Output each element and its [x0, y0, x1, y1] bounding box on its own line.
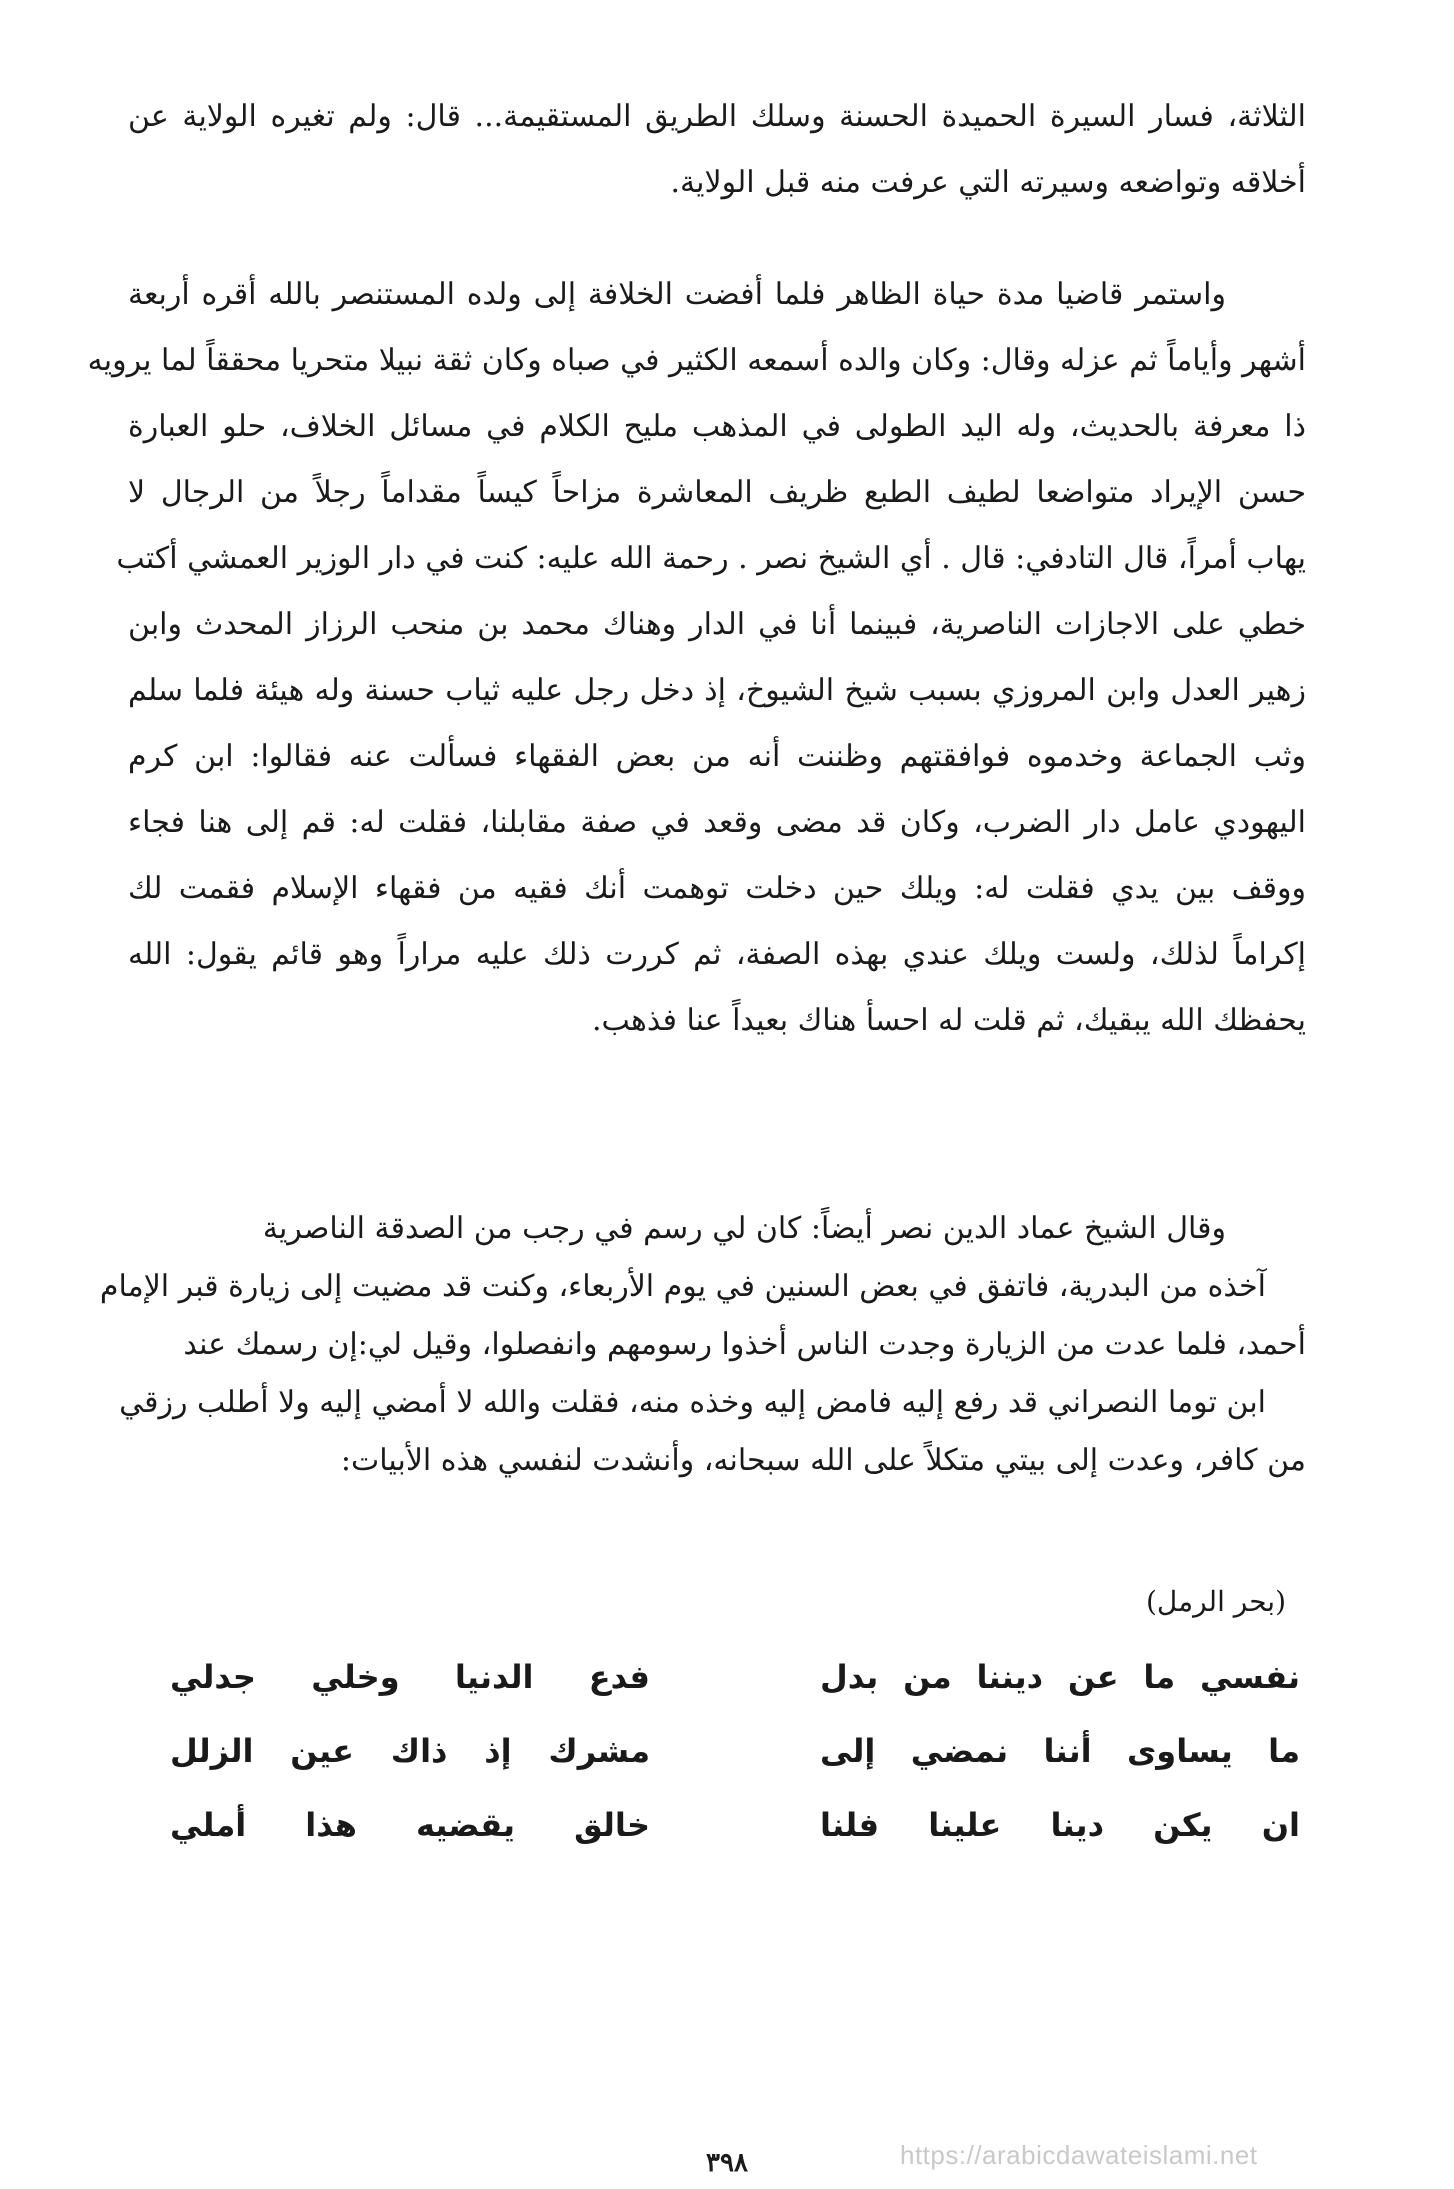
text-line: الثلاثة، فسار السيرة الحميدة الحسنة وسلك الطريق المستقيمة... قال: ولم تغيره الولاية عن	[128, 99, 1306, 134]
text-line: أحمد، فلما عدت من الزيارة وجدت الناس أخذوا رسومهم وانفصلوا، وقيل لي:إن رسمك عند	[183, 1327, 1306, 1362]
text-line: واستمر قاضيا مدة حياة الظاهر فلما أفضت الخلافة إلى ولده المستنصر بالله أقره أربعة	[128, 277, 1226, 312]
text-line: وقال الشيخ عماد الدين نصر أيضاً: كان لي رسم في رجب من الصدقة الناصرية	[262, 1211, 1226, 1246]
verse-second-hemistich: فدع الدنيا وخلي جدلي	[170, 1658, 650, 1696]
text-line: ووقف بين يدي فقلت له: ويلك حين دخلت توهمت أنك فقيه من فقهاء الإسلام فقمت لك	[128, 871, 1306, 906]
page-number: ٣٩٨	[706, 2148, 748, 2178]
paragraph-2	[87, 262, 1306, 1054]
text-line: يهاب أمراً، قال التادفي: قال . أي الشيخ نصر . رحمة الله عليه: كنت في دار الوزير العمشي أكتب	[116, 541, 1306, 576]
poem	[170, 1640, 1300, 1862]
text-line: وثب الجماعة وخدموه فوافقتهم وظننت أنه من بعض الفقهاء فسألت عنه فقالوا: ابن كرم	[128, 739, 1306, 774]
poem-meter: (بحر الرمل)	[1145, 1585, 1286, 1618]
watermark-url: https://arabicdawateislami.net	[900, 2140, 1258, 2170]
paragraph-1	[128, 84, 1306, 216]
verse-line	[170, 1640, 1300, 1714]
text-line: خطي على الاجازات الناصرية، فبينما أنا في الدار وهناك محمد بن منحب الرزاز المحدث وابن	[128, 607, 1306, 642]
verse-line	[170, 1714, 1300, 1788]
paragraph-3	[99, 1200, 1306, 1490]
text-line: ابن توما النصراني قد رفع إليه فامض إليه وخذه منه، فقلت والله لا أمضي إليه ولا أطلب رزقي	[119, 1385, 1266, 1420]
verse-second-hemistich: مشرك إذ ذاك عين الزلل	[170, 1732, 650, 1770]
verse-first-hemistich: ان يكن دينا علينا فلنا	[820, 1806, 1300, 1844]
text-line: زهير العدل وابن المروزي بسبب شيخ الشيوخ، إذ دخل رجل عليه ثياب حسنة وله هيئة فلما سلم	[128, 673, 1306, 708]
text-line: أشهر وأياماً ثم عزله وقال: وكان والده أسمعه الكثير في صباه وكان ثقة نبيلا متحريا محققاً لما يرويه	[87, 343, 1306, 378]
text-line: اليهودي عامل دار الضرب، وكان قد مضى وقعد في صفة مقابلنا، فقلت له: قم إلى هنا فجاء	[128, 805, 1306, 840]
text-line: يحفظك الله يبقيك، ثم قلت له احسأ هناك بعيداً عنا فذهب.	[592, 1003, 1306, 1038]
text-line: من كافر، وعدت إلى بيتي متكلاً على الله سبحانه، وأنشدت لنفسي هذه الأبيات:	[340, 1443, 1306, 1478]
verse-first-hemistich: نفسي ما عن ديننا من بدل	[820, 1658, 1300, 1696]
verse-first-hemistich: ما يساوى أننا نمضي إلى	[820, 1732, 1300, 1770]
text-line: آخذه من البدرية، فاتفق في بعض السنين في يوم الأربعاء، وكنت قد مضيت إلى زيارة قبر الإمام	[99, 1269, 1266, 1304]
text-line: أخلاقه وتواضعه وسيرته التي عرفت منه قبل الولاية.	[670, 165, 1306, 200]
text-line: إكراماً لذلك، ولست ويلك عندي بهذه الصفة، ثم كررت ذلك عليه مراراً وهو قائم يقول: الله	[128, 937, 1306, 972]
verse-line	[170, 1788, 1300, 1862]
verse-second-hemistich: خالق يقضيه هذا أملي	[170, 1806, 650, 1844]
text-line: حسن الإيراد متواضعا لطيف الطبع ظريف المعاشرة مزاحاً كيساً مقداماً رجلاً من الرجال لا	[128, 475, 1306, 510]
text-line: ذا معرفة بالحديث، وله اليد الطولى في المذهب مليح الكلام في مسائل الخلاف، حلو العبارة	[128, 409, 1306, 444]
